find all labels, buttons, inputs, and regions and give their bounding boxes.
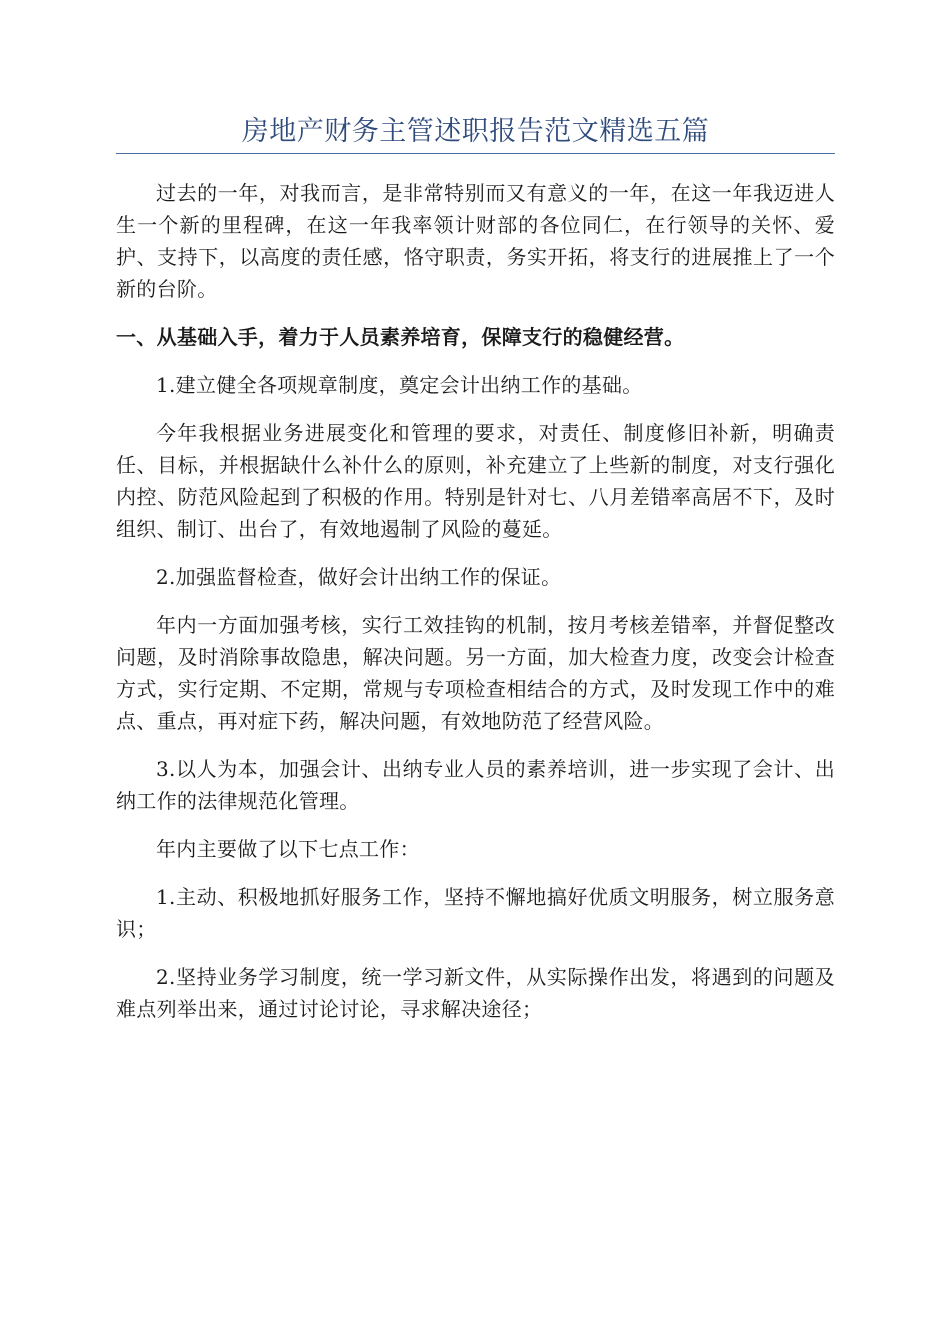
body-paragraph-2: 今年我根据业务进展变化和管理的要求，对责任、制度修旧补新，明确责任、目标，并根据缺什么补什么的原则，补充建立了上些新的制度，对支行强化内控、防范风险起到了积极的作用。特别是针对七、八月差错率高居不下，及时组织、制订、出台了，有效地遏制了风险的蔓延。: [116, 421, 835, 541]
list-item-2: 2.坚持业务学习制度，统一学习新文件，从实际操作出发，将遇到的问题及难点列举出来，通过讨论讨论，寻求解决途径；: [116, 965, 835, 1021]
body-paragraph-3: 年内一方面加强考核，实行工效挂钩的机制，按月考核差错率，并督促整改问题，及时消除事故隐患，解决问题。另一方面，加大检查力度，改变会计检查方式，实行定期、不定期，常规与专项检查相结合的方式，及时发现工作中的难点、重点，再对症下药，解决问题，有效地防范了经营风险。: [116, 613, 835, 733]
body-paragraph-4: 年内主要做了以下七点工作：: [156, 837, 420, 861]
body-paragraph-intro: 过去的一年，对我而言，是非常特别而又有意义的一年，在这一年我迈进人生一个新的里程碑，在这一年我率领计财部的各位同仁，在行领导的关怀、爱护、支持下，以高度的责任感，恪守职责，务实开拓，将支行的进展推上了一个新的台阶。: [116, 181, 835, 301]
subheading-2: 2.加强监督检查，做好会计出纳工作的保证。: [156, 565, 562, 589]
subheading-1: 1.建立健全各项规章制度，奠定会计出纳工作的基础。: [156, 373, 643, 397]
subheading-3: 3.以人为本，加强会计、出纳专业人员的素养培训，进一步实现了会计、出纳工作的法律规范化管理。: [116, 757, 835, 813]
title-underline: [116, 153, 835, 154]
document-title: 房地产财务主管述职报告范文精选五篇: [241, 116, 710, 147]
section-heading-1: 一、从基础入手，着力于人员素养培育，保障支行的稳健经营。: [116, 325, 685, 349]
document-body: [116, 177, 835, 1025]
list-item-1: 1.主动、积极地抓好服务工作，坚持不懈地搞好优质文明服务，树立服务意识；: [116, 885, 835, 941]
title-block: [116, 112, 835, 152]
